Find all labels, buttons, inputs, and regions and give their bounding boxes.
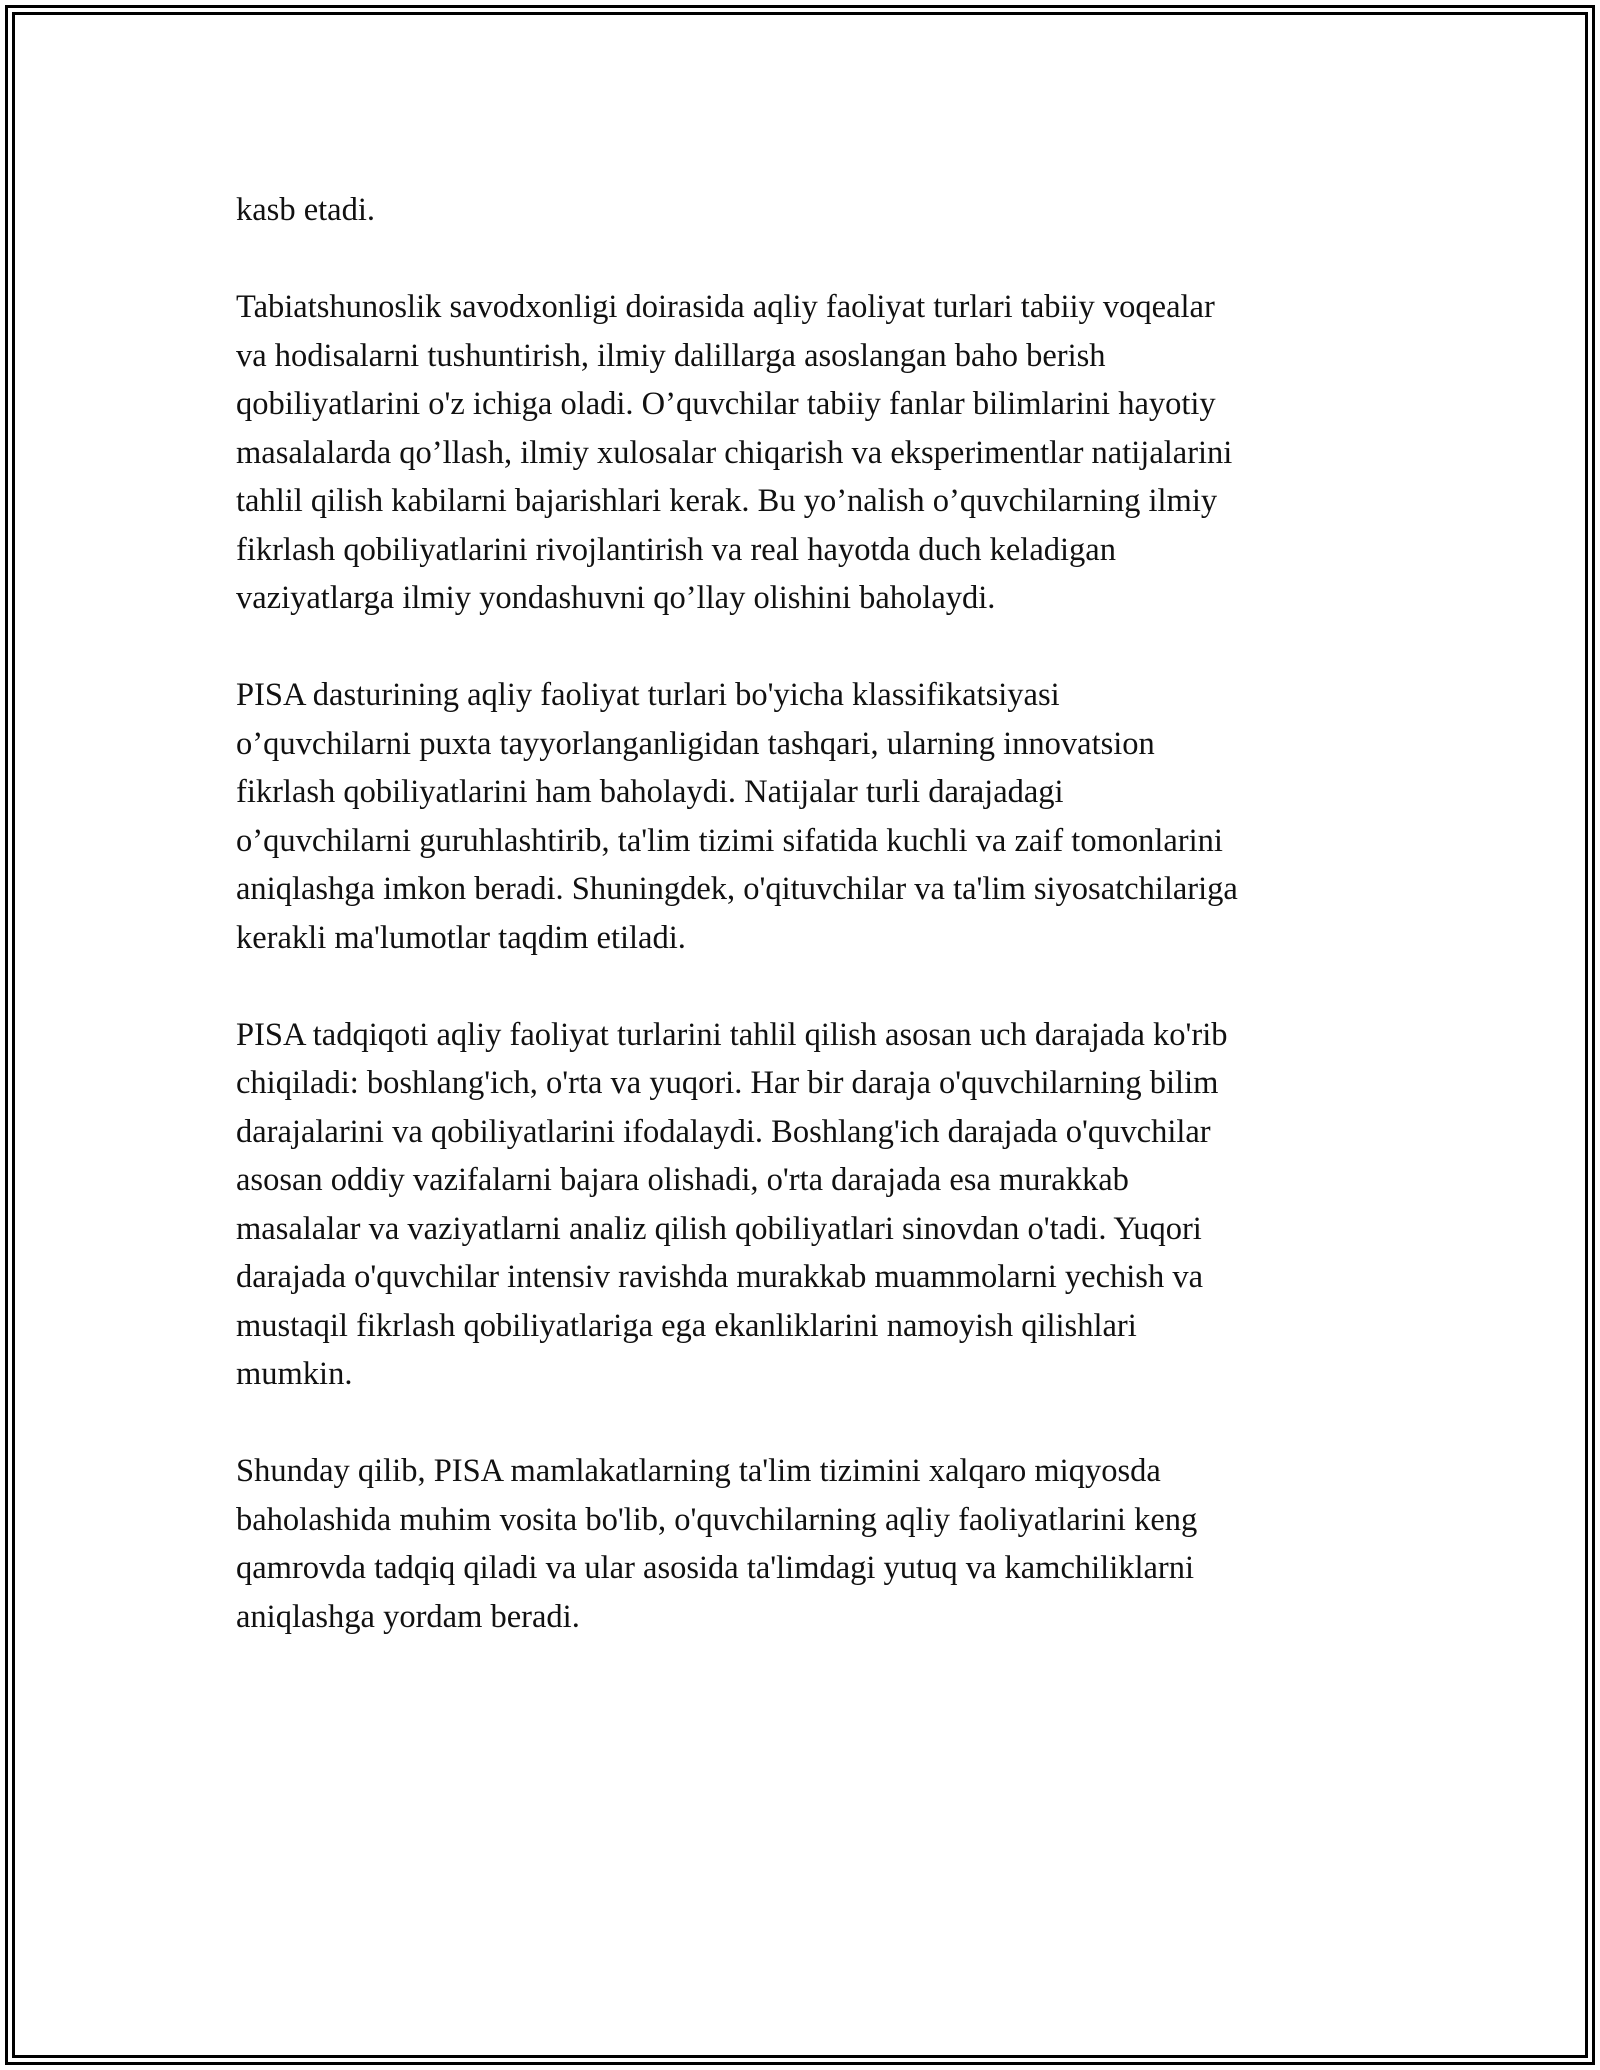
text-line: PISA tadqiqoti aqliy faoliyat turlarini tahlil qilish asosan uch darajada ko'rib [236,1016,1228,1053]
paragraph [236,186,1386,235]
text-line: Shunday qilib, PISA mamlakatlarning ta'lim tizimini xalqaro miqyosda [236,1453,1161,1489]
text-line: vaziyatlarga ilmiy yondashuvni qo’llay olishini baholaydi. [236,580,996,616]
text-line: aniqlashga yordam beradi. [236,1598,580,1635]
text-line: darajada o'quvchilar intensiv ravishda murakkab muammolarni yechish va [236,1259,1204,1295]
text-line: kasb etadi. [236,192,375,228]
document-body [236,186,1386,1690]
paragraph [236,671,1386,962]
text-line: darajalarini va qobiliyatlarini ifodalaydi. Boshlang'ich darajada o'quvchilar [236,1113,1211,1150]
text-line: va hodisalarni tushuntirish, ilmiy dalillarga asoslangan baho berish [236,337,1106,374]
text-line: o’quvchilarni puxta tayyorlanganligidan tashqari, ularning innovatsion [236,725,1155,762]
text-line: masalalarda qo’llash, ilmiy xulosalar chiqarish va eksperimentlar natijalarini [236,434,1233,471]
text-line: kerakli ma'lumotlar taqdim etiladi. [236,919,686,956]
text-line: fikrlash qobiliyatlarini rivojlantirish va real hayotda duch keladigan [236,531,1116,568]
text-line: fikrlash qobiliyatlarini ham baholaydi. Natijalar turli darajadagi [236,774,1064,810]
text-line: mustaqil fikrlash qobiliyatlariga ega ekanliklarini namoyish qilishlari [236,1307,1137,1344]
text-line: chiqiladi: boshlang'ich, o'rta va yuqori. Har bir daraja o'quvchilarning bilim [236,1065,1219,1101]
paragraph [236,1011,1386,1399]
text-line: qamrovda tadqiq qiladi va ular asosida ta'limdagi yutuq va kamchiliklarni [236,1550,1195,1586]
text-line: asosan oddiy vazifalarni bajara olishadi, o'rta darajada esa murakkab [236,1162,1129,1198]
text-line: masalalar va vaziyatlarni analiz qilish qobiliyatlari sinovdan o'tadi. Yuqori [236,1210,1202,1247]
text-line: PISA dasturining aqliy faoliyat turlari bo'yicha klassifikatsiyasi [236,677,1060,713]
text-line: tahlil qilish kabilarni bajarishlari kerak. Bu yo’nalish o’quvchilarning ilmiy [236,483,1218,519]
text-line: o’quvchilarni guruhlashtirib, ta'lim tizimi sifatida kuchli va zaif tomonlarini [236,822,1223,859]
text-line: mumkin. [236,1356,353,1392]
paragraph [236,283,1386,623]
text-line: Tabiatshunoslik savodxonligi doirasida aqliy faoliyat turlari tabiiy voqealar [236,289,1215,325]
text-line: qobiliyatlarini o'z ichiga oladi. O’quvchilar tabiiy fanlar bilimlarini hayotiy [236,386,1216,422]
text-line: baholashida muhim vosita bo'lib, o'quvchilarning aqliy faoliyatlarini keng [236,1501,1198,1538]
paragraph [236,1447,1386,1641]
text-line: aniqlashga imkon beradi. Shuningdek, o'qituvchilar va ta'lim siyosatchilariga [236,871,1238,907]
